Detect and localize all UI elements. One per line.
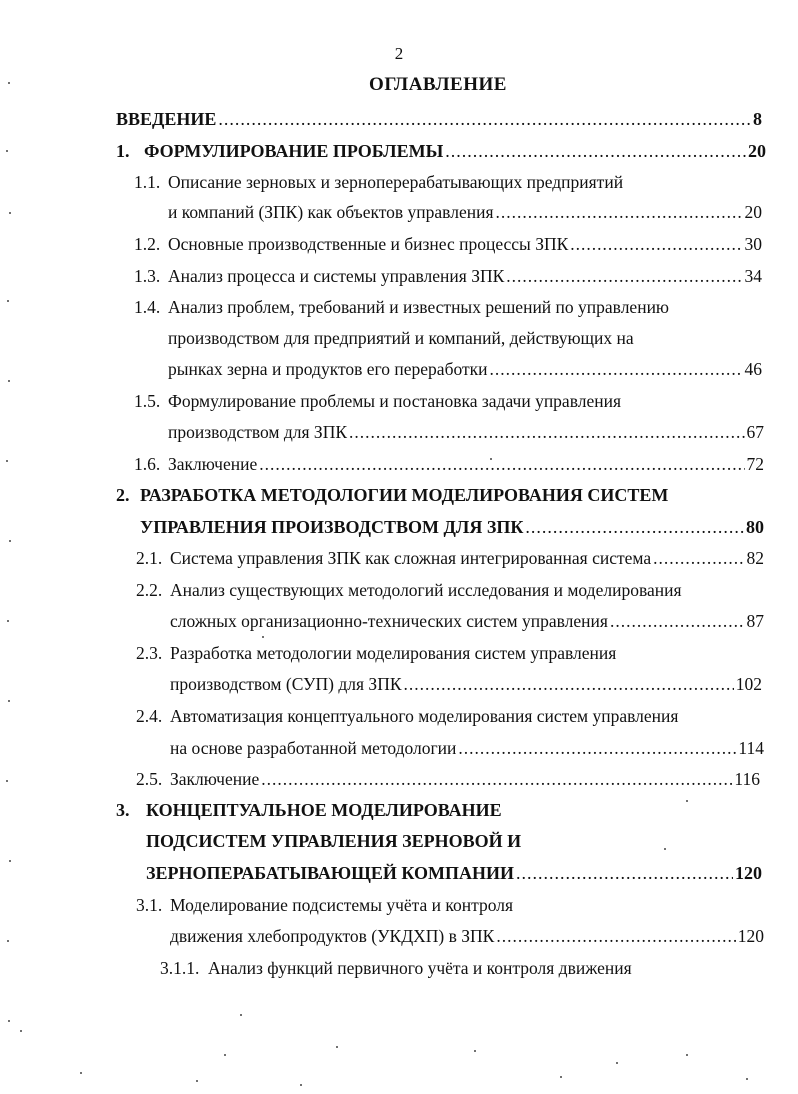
toc-entry-1-4-line2: производством для предприятий и компаний, действующих на	[168, 328, 634, 348]
section-number: 3.1.1.	[160, 958, 200, 978]
toc-entry-1-3	[134, 265, 762, 287]
entry-page: 20	[748, 141, 766, 161]
toc-entry-1-2	[134, 233, 762, 255]
dot-leader	[570, 233, 742, 255]
section-number: 2.1.	[136, 548, 163, 568]
section-number: 1.3.	[134, 266, 161, 286]
entry-title: Заключение	[170, 769, 260, 789]
entry-title: сложных организационно-технических систем управления	[170, 611, 608, 631]
toc-entry-1-1-line1	[134, 171, 623, 193]
entry-title: Формулирование проблемы и постановка задачи управления	[168, 391, 622, 411]
entry-page: 20	[744, 202, 762, 222]
entry-page: 34	[744, 266, 762, 286]
entry-title: производством (СУП) для ЗПК	[170, 674, 402, 694]
entry-title: ФОРМУЛИРОВАНИЕ ПРОБЛЕМЫ	[144, 141, 444, 161]
dot-leader	[404, 673, 734, 695]
toc-entry-introduction	[116, 108, 762, 130]
entry-page: 102	[735, 674, 762, 694]
section-number: 1.6.	[134, 454, 161, 474]
toc-entry-3-1-line1	[136, 894, 513, 916]
section-number: 2.3.	[136, 643, 163, 663]
dot-leader	[490, 358, 743, 380]
dot-leader	[610, 610, 745, 632]
page-title: ОГЛАВЛЕНИЕ	[369, 74, 507, 95]
entry-title: и компаний (ЗПК) как объектов управления	[168, 202, 494, 222]
toc-entry-2-3-line1	[136, 642, 616, 664]
entry-title: ВВЕДЕНИЕ	[116, 109, 217, 129]
toc-entry-2-4-line2	[170, 737, 764, 759]
toc-entry-1-1-line2	[168, 201, 762, 223]
entry-page: 72	[746, 454, 764, 474]
dot-leader	[218, 108, 751, 130]
section-number: 3.1.	[136, 895, 163, 915]
section-number: 1.5.	[134, 391, 161, 411]
toc-entry-2-2-line1	[136, 579, 682, 601]
entry-page: 120	[737, 926, 764, 946]
toc-entry-section-3-line1	[116, 799, 502, 821]
section-number: 2.4.	[136, 706, 163, 726]
dot-leader	[496, 925, 735, 947]
entry-page: 46	[744, 359, 762, 379]
entry-title: Анализ процесса и системы управления ЗПК	[168, 266, 505, 286]
dot-leader	[261, 768, 732, 790]
section-number: 1.2.	[134, 234, 161, 254]
entry-page: 116	[734, 769, 760, 789]
toc-entry-1-5-line1	[134, 390, 621, 412]
toc-entry-2-1	[136, 547, 764, 569]
section-number: 1.	[116, 141, 130, 161]
page-number: 2	[394, 44, 404, 63]
dot-leader	[445, 140, 746, 162]
entry-title: Заключение	[168, 454, 258, 474]
dot-leader	[259, 453, 744, 475]
toc-entry-section-2-line1	[116, 484, 668, 506]
section-number: 2.	[116, 485, 130, 505]
entry-title: рынках зерна и продуктов его переработки	[168, 359, 488, 379]
entry-page: 30	[744, 234, 762, 254]
entry-page: 80	[746, 517, 764, 537]
toc-entry-2-2-line2	[170, 610, 764, 632]
dot-leader	[516, 862, 733, 884]
toc-entry-section-3-line2: ПОДСИСТЕМ УПРАВЛЕНИЯ ЗЕРНОВОЙ И	[146, 831, 522, 851]
dot-leader	[458, 737, 736, 759]
entry-title: Система управления ЗПК как сложная интегрированная система	[170, 548, 652, 568]
section-number: 1.4.	[134, 297, 161, 317]
dot-leader	[525, 516, 744, 538]
toc-entry-1-4-line1	[134, 296, 669, 318]
entry-page: 67	[746, 422, 764, 442]
section-number: 1.1.	[134, 172, 161, 192]
entry-page: 87	[746, 611, 764, 631]
entry-page: 82	[746, 548, 764, 568]
toc-entry-3-1-1	[160, 957, 632, 979]
entry-title: движения хлебопродуктов (УКДХП) в ЗПК	[170, 926, 495, 946]
entry-title: Разработка методологии моделирования систем управления	[170, 643, 617, 663]
dot-leader	[496, 201, 743, 223]
section-number: 2.2.	[136, 580, 163, 600]
entry-title: Анализ проблем, требований и известных решений по управлению	[168, 297, 670, 317]
entry-title: на основе разработанной методологии	[170, 738, 457, 758]
toc-entry-section-3-line3	[146, 862, 762, 884]
entry-title: Анализ существующих методологий исследования и моделирования	[170, 580, 682, 600]
dot-leader	[653, 547, 744, 569]
section-number: 3.	[116, 800, 130, 820]
dot-leader	[506, 265, 742, 287]
entry-title: РАЗРАБОТКА МЕТОДОЛОГИИ МОДЕЛИРОВАНИЯ СИСТЕМ	[140, 485, 669, 505]
toc-entry-2-5	[136, 768, 760, 790]
toc-entry-3-1-line2	[170, 925, 764, 947]
section-number: 2.5.	[136, 769, 163, 789]
toc-entry-1-6	[134, 453, 764, 475]
toc-entry-section-1	[116, 140, 766, 162]
entry-page: 114	[738, 738, 764, 758]
entry-title: КОНЦЕПТУАЛЬНОЕ МОДЕЛИРОВАНИЕ	[146, 800, 502, 820]
entry-title: Моделирование подсистемы учёта и контроля	[170, 895, 514, 915]
dot-leader	[349, 421, 745, 443]
toc-entry-1-5-line2	[168, 421, 764, 443]
entry-title: производством для ЗПК	[168, 422, 347, 442]
entry-title: УПРАВЛЕНИЯ ПРОИЗВОДСТВОМ ДЛЯ ЗПК	[140, 517, 524, 537]
entry-page: 120	[735, 863, 762, 883]
entry-title: Описание зерновых и зерноперерабатывающих предприятий	[168, 172, 624, 192]
entry-title: Анализ функций первичного учёта и контроля движения	[208, 958, 632, 978]
toc-entry-section-2-line2	[140, 516, 764, 538]
toc-entry-1-4-line3	[168, 358, 762, 380]
entry-page: 8	[753, 109, 762, 129]
entry-title: Автоматизация концептуального моделирования систем управления	[170, 706, 679, 726]
toc-entry-2-4-line1	[136, 705, 678, 727]
toc-entry-2-3-line2	[170, 673, 762, 695]
entry-title: Основные производственные и бизнес процессы ЗПК	[168, 234, 569, 254]
entry-title: ЗЕРНОПЕРАБАТЫВАЮЩЕЙ КОМПАНИИ	[146, 863, 514, 883]
